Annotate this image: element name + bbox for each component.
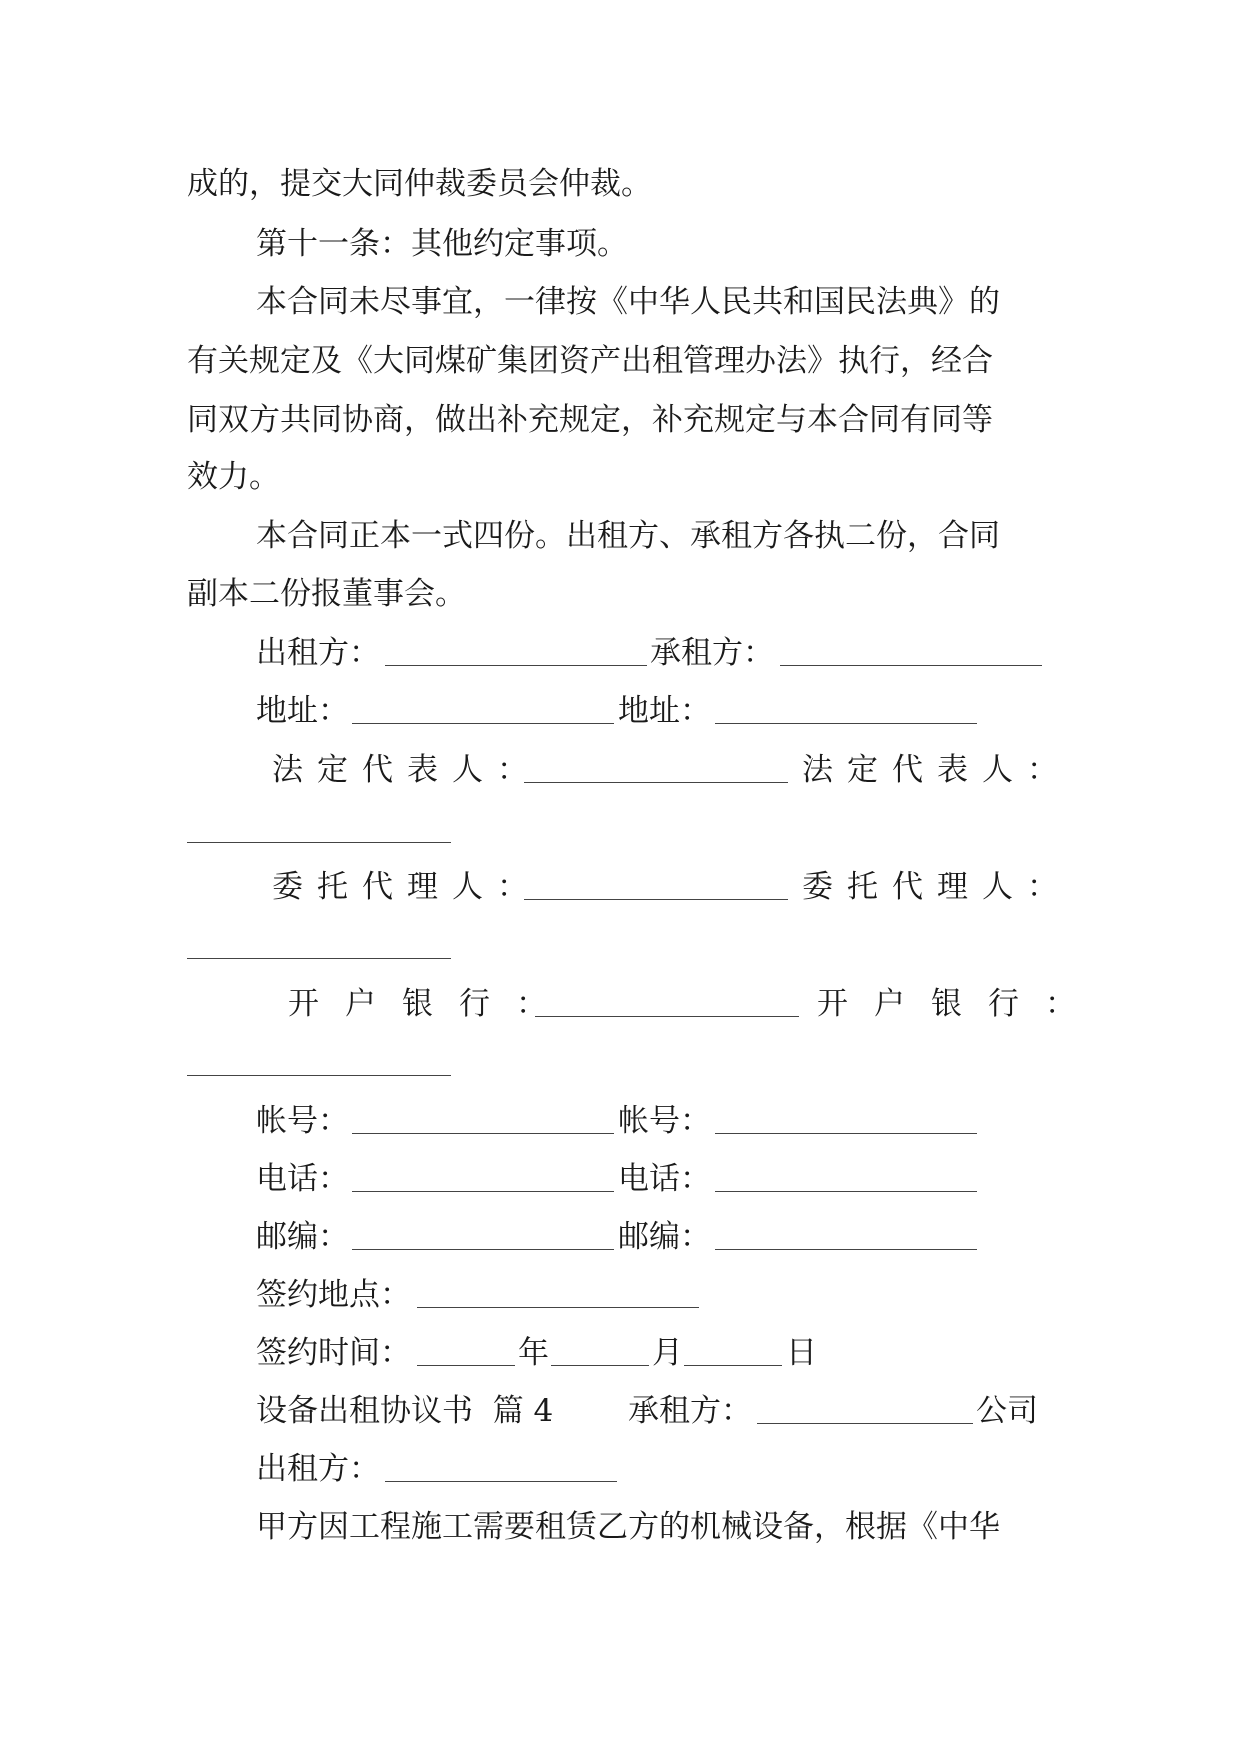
month-blank bbox=[551, 1327, 649, 1366]
agent-label-lessor: 委托代理人： bbox=[272, 869, 542, 905]
next-lessee-blank bbox=[757, 1385, 973, 1424]
signature-row-bank bbox=[0, 974, 1241, 1034]
day-label: 日 bbox=[786, 1335, 817, 1371]
next-lessor-label: 出租方： bbox=[256, 1451, 380, 1487]
text-line: 本合同正本一式四份。出租方、承租方各执二份，合同 bbox=[256, 518, 1000, 554]
address-blank-lessor bbox=[352, 685, 614, 724]
paragraph-line bbox=[0, 506, 1241, 566]
day-blank bbox=[684, 1327, 782, 1366]
lessee-label: 承租方： bbox=[650, 635, 774, 671]
paragraph-line bbox=[0, 1497, 1241, 1557]
text-line: 副本二份报董事会。 bbox=[187, 576, 466, 612]
legal-rep-blank-lessor bbox=[524, 744, 788, 783]
lessor-label: 出租方： bbox=[256, 635, 380, 671]
postcode-label-lessee: 邮编： bbox=[618, 1219, 711, 1255]
paragraph-line bbox=[0, 390, 1241, 450]
legal-rep-label-lessor: 法定代表人： bbox=[272, 752, 542, 788]
phone-blank-lessor bbox=[352, 1153, 614, 1192]
address-label-lessor: 地址： bbox=[256, 693, 349, 729]
bank-blank-lessor bbox=[535, 978, 799, 1017]
sign-place-label: 签约地点： bbox=[256, 1277, 411, 1313]
account-label-lessee: 帐号： bbox=[618, 1103, 711, 1139]
paragraph-line bbox=[0, 447, 1241, 507]
agent-label-lessee: 委托代理人： bbox=[802, 869, 1072, 905]
section-title: 设备出租协议书 篇 4 bbox=[256, 1393, 554, 1429]
next-lessee-label: 承租方： bbox=[628, 1393, 752, 1429]
next-lessor-blank bbox=[385, 1443, 617, 1482]
section-title-row bbox=[0, 1381, 1241, 1441]
signature-row-sign-place bbox=[0, 1265, 1241, 1325]
text-line: 第十一条：其他约定事项。 bbox=[256, 226, 628, 262]
bank-label-lessee: 开户银行： bbox=[817, 986, 1102, 1022]
account-blank-lessor bbox=[352, 1095, 614, 1134]
signature-row-phone bbox=[0, 1149, 1241, 1209]
paragraph-line bbox=[0, 272, 1241, 332]
signature-row-parties bbox=[0, 623, 1241, 683]
bank-label-lessor: 开户银行： bbox=[288, 986, 573, 1022]
legal-rep-blank-lessee bbox=[187, 804, 451, 843]
postcode-blank-lessor bbox=[352, 1211, 614, 1250]
text-line: 甲方因工程施工需要租赁乙方的机械设备，根据《中华 bbox=[256, 1509, 1000, 1545]
next-lessor-row bbox=[0, 1439, 1241, 1499]
text-line: 成的，提交大同仲裁委员会仲裁。 bbox=[187, 166, 652, 202]
address-blank-lessee bbox=[715, 685, 977, 724]
text-line: 有关规定及《大同煤矿集团资产出租管理办法》执行，经合 bbox=[187, 343, 993, 379]
postcode-blank-lessee bbox=[715, 1211, 977, 1250]
signature-row-postcode bbox=[0, 1207, 1241, 1267]
address-label-lessee: 地址： bbox=[618, 693, 711, 729]
paragraph-line bbox=[0, 331, 1241, 391]
agent-blank-lessee bbox=[187, 920, 451, 959]
company-suffix: 公司 bbox=[976, 1393, 1038, 1429]
lessee-blank bbox=[780, 627, 1042, 666]
signature-row-sign-time bbox=[0, 1323, 1241, 1383]
paragraph-line bbox=[0, 154, 1241, 214]
account-blank-lessee bbox=[715, 1095, 977, 1134]
paragraph-line bbox=[0, 564, 1241, 624]
lessor-blank bbox=[385, 627, 647, 666]
year-label: 年 bbox=[518, 1335, 549, 1371]
signature-row-agent bbox=[0, 857, 1241, 917]
phone-label-lessee: 电话： bbox=[618, 1161, 711, 1197]
bank-blank-lessee bbox=[187, 1037, 451, 1076]
signature-row-agent-wrap bbox=[0, 916, 1241, 976]
account-label-lessor: 帐号： bbox=[256, 1103, 349, 1139]
text-line: 效力。 bbox=[187, 459, 280, 495]
phone-label-lessor: 电话： bbox=[256, 1161, 349, 1197]
article-heading bbox=[0, 214, 1241, 274]
signature-row-legal-rep bbox=[0, 740, 1241, 800]
legal-rep-label-lessee: 法定代表人： bbox=[802, 752, 1072, 788]
phone-blank-lessee bbox=[715, 1153, 977, 1192]
year-blank bbox=[417, 1327, 515, 1366]
text-line: 同双方共同协商，做出补充规定，补充规定与本合同有同等 bbox=[187, 402, 993, 438]
sign-place-blank bbox=[417, 1269, 699, 1308]
signature-row-bank-wrap bbox=[0, 1033, 1241, 1093]
signature-row-address bbox=[0, 681, 1241, 741]
postcode-label-lessor: 邮编： bbox=[256, 1219, 349, 1255]
agent-blank-lessor bbox=[524, 861, 788, 900]
month-label: 月 bbox=[652, 1335, 683, 1371]
signature-row-legal-rep-wrap bbox=[0, 800, 1241, 860]
sign-time-label: 签约时间： bbox=[256, 1335, 411, 1371]
text-line: 本合同未尽事宜，一律按《中华人民共和国民法典》的 bbox=[256, 284, 1000, 320]
signature-row-account bbox=[0, 1091, 1241, 1151]
